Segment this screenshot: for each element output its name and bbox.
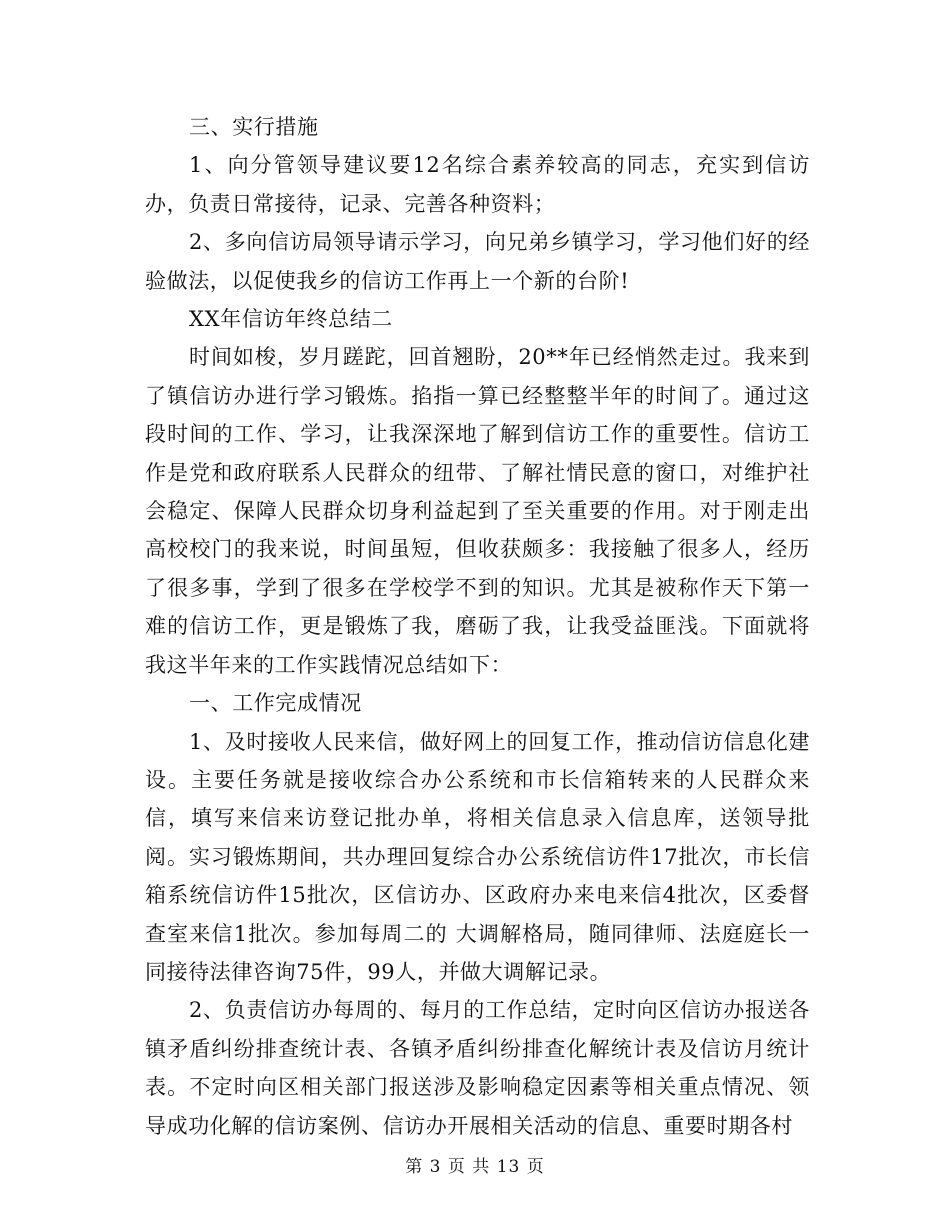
paragraph-intro: 时间如梭，岁月蹉跎，回首翘盼，20**年已经悄然走过。我来到了镇信访办进行学习锻炼。掐指一算已经整整半年的时间了。通过这段时间的工作、学习，让我深深地了解到信访工作的重要性。信访工作是党和政府联系人民群众的纽带、了解社情民意的窗口，对维护社会稳定、保障人民群众切身利益起到了至关重要的作用。对于刚走出高校校门的我来说，时间虽短，但收获颇多：我接触了很多人，经历了很多事，学到了很多在学校学不到的知识。尤其是被称作天下第一难的信访工作，更是锻炼了我，磨砺了我，让我受益匪浅。下面就将我这半年来的工作实践情况总结如下： bbox=[145, 345, 810, 677]
section-title: XX年信访年终总结二 bbox=[189, 307, 393, 332]
paragraph-measure-2: 2、多向信访局领导请示学习，向兄弟乡镇学习，学习他们好的经验做法，以促使我乡的信访工作再上一个新的台阶! bbox=[145, 230, 810, 293]
page-footer: 第 3 页 共 13 页 bbox=[405, 1157, 545, 1177]
document-body bbox=[145, 108, 810, 1145]
paragraph-measure-1: 1、向分管领导建议要12名综合素养较高的同志，充实到信访办，负责日常接待，记录、完善各种资料； bbox=[145, 153, 810, 216]
paragraph-item-2: 2、负责信访办每周的、每月的工作总结，定时向区信访办报送各镇矛盾纠纷排查统计表、各镇矛盾纠纷排查化解统计表及信访月统计表。不定时向区相关部门报送涉及影响稳定因素等相关重点情况、领导成功化解的信访案例、信访办开展相关活动的信息、重要时期各村 bbox=[145, 998, 810, 1138]
heading-completion: 一、工作完成情况 bbox=[189, 691, 362, 716]
paragraph-item-1: 1、及时接收人民来信，做好网上的回复工作，推动信访信息化建设。主要任务就是接收综合办公系统和市长信箱转来的人民群众来信，填写来信来访登记批办单，将相关信息录入信息库，送领导批阅。实习锻炼期间，共办理回复综合办公系统信访件17批次，市长信箱系统信访件15批次，区信访办、区政府办来电来信4批次，区委督查室来信1批次。参加每周二的 大调解格局，随同律师、法庭庭长一同接待法律咨询75件，99人，并做大调解记录。 bbox=[145, 729, 810, 984]
heading-measures: 三、实行措施 bbox=[189, 115, 319, 139]
